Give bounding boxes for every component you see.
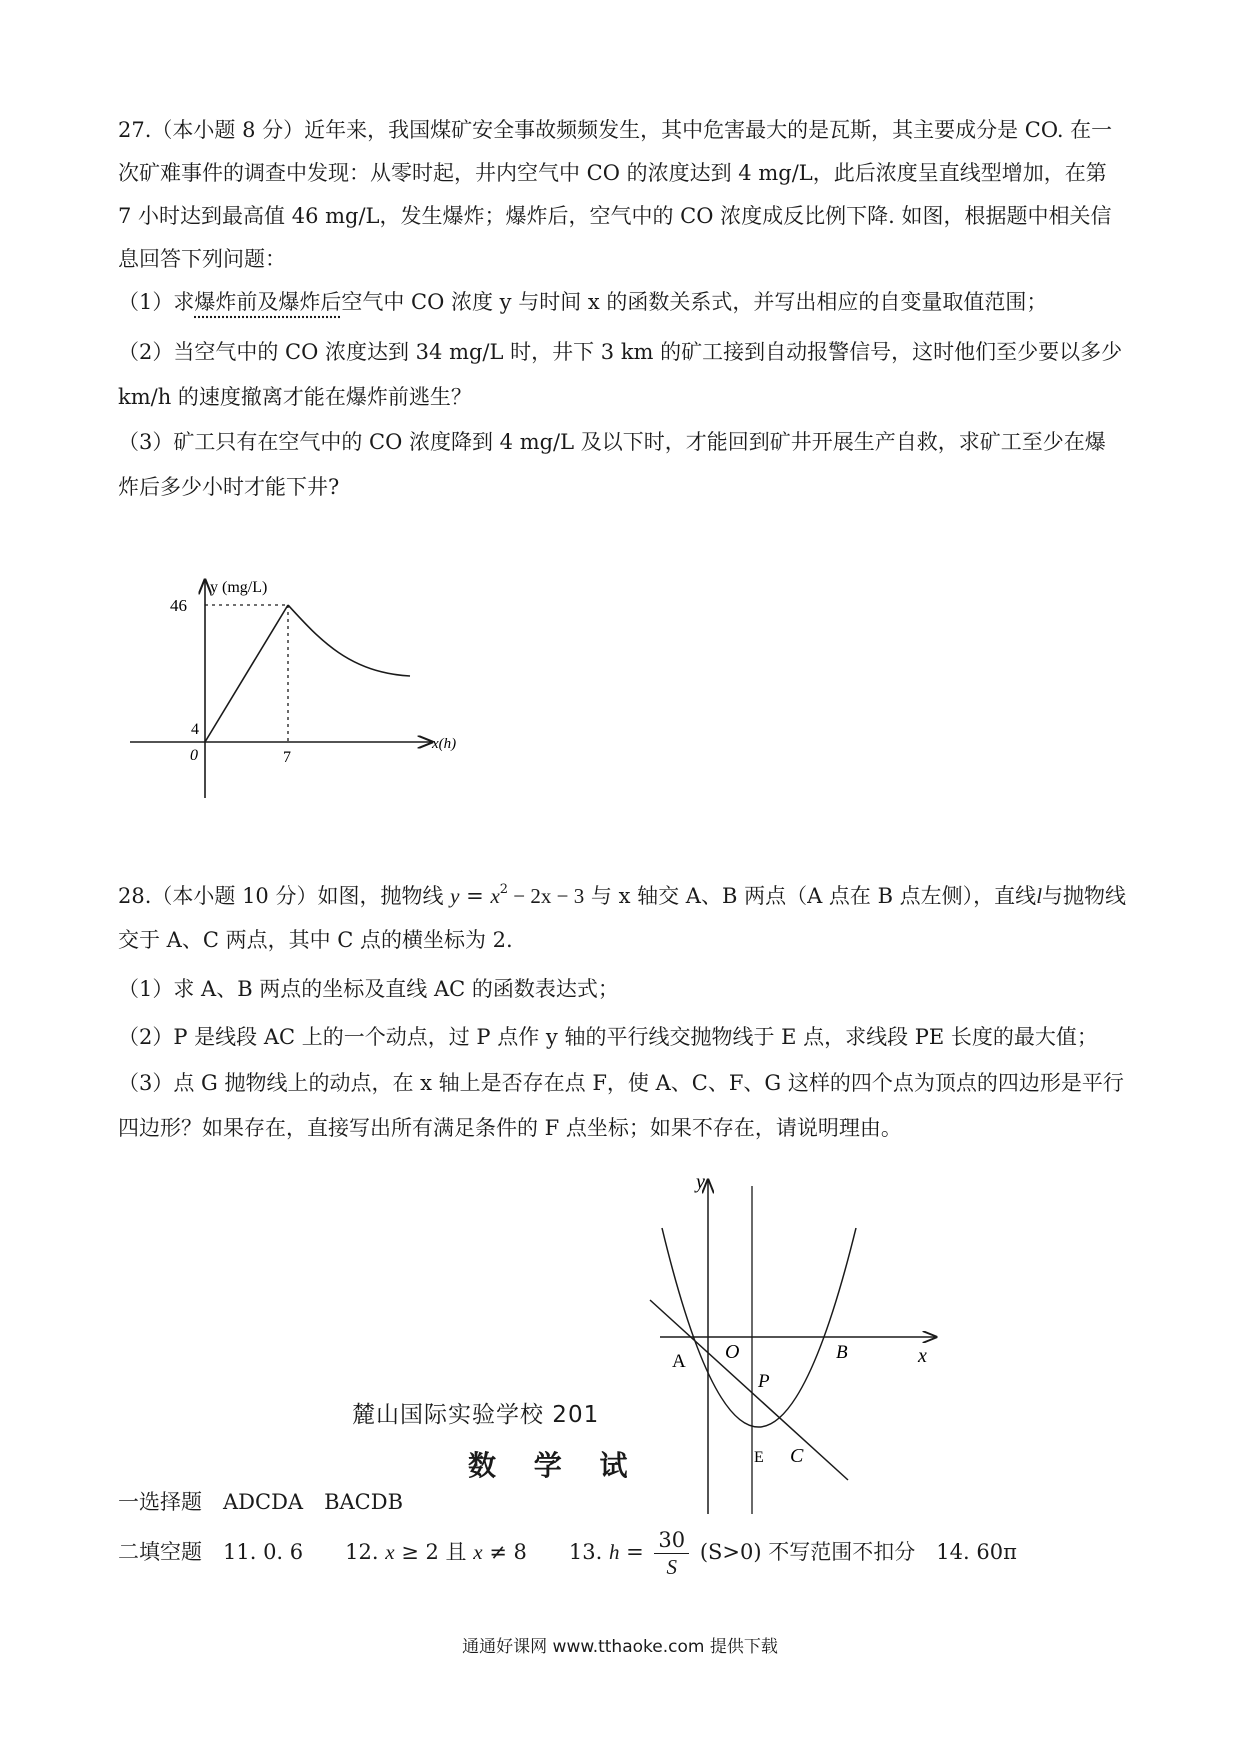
answer-fill <box>118 1522 1017 1582</box>
q28-parabola <box>662 1228 856 1427</box>
answer-13-denominator: S <box>666 1555 678 1579</box>
q27-y-axis-label: y (mg/L) <box>210 579 268 596</box>
q27-part-1 <box>118 288 1047 316</box>
q28-eq-rest: − 2x − 3 <box>508 884 585 908</box>
q28-line-1-mid: 与 x 轴交 A、B 两点（A 点在 B 点左侧），直线 <box>590 884 1037 908</box>
answer-12-x: x <box>385 1540 395 1564</box>
q27-part-1-emphasis: 爆炸前及爆炸后 <box>194 290 342 314</box>
q28-line-ac <box>650 1300 848 1480</box>
answer-13-h: h <box>608 1540 620 1564</box>
answer-13-post: (S>0) 不写范围不扣分 14. <box>699 1540 970 1564</box>
q28-label-b: B <box>836 1342 848 1363</box>
answer-choice: 一选择题 ADCDA BACDB <box>118 1490 404 1514</box>
q28-line-2: 交于 A、C 两点，其中 C 点的横坐标为 2. <box>118 928 513 952</box>
q28-label-p: P <box>758 1371 770 1392</box>
answer-13-label: 13. <box>526 1540 603 1564</box>
page-footer: 通通好课网 www.tthaoke.com 提供下载 <box>462 1637 778 1657</box>
answer-13-eq: = <box>619 1540 651 1564</box>
q27-part-2-line-1: （2）当空气中的 CO 浓度达到 34 mg/L 时，井下 3 km 的矿工接到自动报警信号，这时他们至少要以多少 <box>118 340 1123 364</box>
answer-12-mid: ≥ 2 且 <box>394 1540 474 1564</box>
q27-part-3-line-1: （3）矿工只有在空气中的 CO 浓度降到 4 mg/L 及以下时，才能回到矿井开展生产自救，求矿工至少在爆 <box>118 430 1106 454</box>
answer-12-end: ≠ 8 <box>482 1540 527 1564</box>
q27-origin: 0 <box>190 747 198 764</box>
answer-12-x2: x <box>473 1540 483 1564</box>
q27-x-axis-label: x(h) <box>432 736 457 752</box>
q28-line-1 <box>118 876 1126 910</box>
q27-line-1: 27.（本小题 8 分）近年来，我国煤矿安全事故频频发生，其中危害最大的是瓦斯，其主要成分是 CO. 在一 <box>118 118 1113 142</box>
q28-label-x: x <box>918 1345 927 1367</box>
q27-line-4: 息回答下列问题： <box>118 247 286 271</box>
answer-fill-pre: 二填空题 11. 0. 6 12. <box>118 1540 379 1564</box>
q28-part-1: （1）求 A、B 两点的坐标及直线 AC 的函数表达式； <box>118 977 619 1001</box>
q28-label-e: E <box>754 1449 764 1466</box>
q28-line-1-pre: 28.（本小题 10 分）如图，抛物线 <box>118 884 444 908</box>
answer-exam-title: 数 学 试 <box>468 1449 642 1482</box>
q27-inverse-curve <box>288 605 410 676</box>
q27-increasing-segment <box>205 605 288 742</box>
q28-line-1-post: 与抛物线 <box>1042 884 1127 908</box>
q28-part-3-line-2: 四边形？如果存在，直接写出所有满足条件的 F 点坐标；如果不存在，请说明理由。 <box>118 1116 902 1140</box>
q27-part-1-pre: （1）求 <box>118 290 195 314</box>
q28-eq-equals: = <box>459 884 491 908</box>
answer-14: 60π <box>976 1540 1017 1564</box>
q28-eq-x: x <box>490 884 500 908</box>
q28-eq-exponent: 2 <box>499 882 509 897</box>
q28-label-c: C <box>790 1445 804 1467</box>
q28-line-l: l <box>1036 884 1043 908</box>
q28-label-o: O <box>725 1341 740 1363</box>
q28-label-a: A <box>672 1351 686 1372</box>
answer-13-fraction <box>654 1527 689 1580</box>
q27-part-3-line-2: 炸后多少小时才能下井? <box>118 475 340 499</box>
q27-part-2-line-2: km/h 的速度撤离才能在爆炸前逃生？ <box>118 385 472 409</box>
q27-line-2: 次矿难事件的调查中发现：从零时起，井内空气中 CO 的浓度达到 4 mg/L，此后浓度呈直线型增加，在第 <box>118 161 1107 185</box>
q27-line-3: 7 小时达到最高值 46 mg/L，发生爆炸；爆炸后，空气中的 CO 浓度成反比例下降. 如图，根据题中相关信 <box>118 204 1112 228</box>
q27-tick-7: 7 <box>283 749 291 766</box>
q27-part-1-post: 空气中 CO 浓度 y 与时间 x 的函数关系式，并写出相应的自变量取值范围； <box>341 290 1048 314</box>
q27-graph <box>120 570 457 810</box>
q27-tick-46: 46 <box>170 596 187 615</box>
answer-school-title: 麓山国际实验学校 201 <box>352 1402 600 1428</box>
q28-graph <box>640 1172 940 1522</box>
q28-part-2: （2）P 是线段 AC 上的一个动点，过 P 点作 y 轴的平行线交抛物线于 E 点，求线段 PE 长度的最大值； <box>118 1025 1098 1049</box>
q28-label-y: y <box>696 1171 705 1193</box>
q28-eq-y: y <box>450 884 460 908</box>
q27-tick-4: 4 <box>191 721 199 738</box>
q28-part-3-line-1: （3）点 G 抛物线上的动点，在 x 轴上是否存在点 F，使 A、C、F、G 这样的四个点为顶点的四边形是平行 <box>118 1071 1124 1095</box>
answer-13-numerator: 30 <box>654 1527 689 1554</box>
